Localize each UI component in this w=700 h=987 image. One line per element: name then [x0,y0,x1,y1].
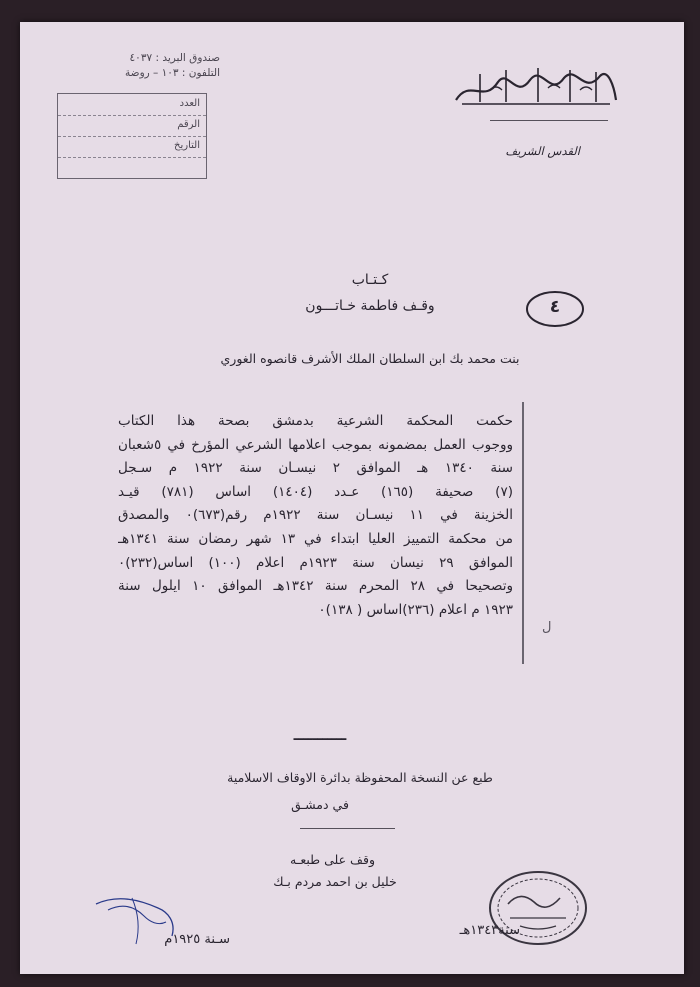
endowment-name: وقـف فاطمة خـاتـــون [305,298,435,314]
margin-mark: ﻝ [542,620,552,635]
council-logo [450,60,620,114]
body-line: ووجوب العمل بمضمونه بموجب اعلامها الشرعي المؤرخ في ٥شعبان [118,436,513,453]
printed-from-line: طبع عن النسخة المحفوظة بدائرة الاوقاف الاسلامية [227,770,493,785]
field-blank [58,157,206,178]
field-date [58,136,206,158]
book-title: كـتـاب [351,272,389,288]
body-line: (٧) صحيفة (١٦٥) عـدد (١٤٠٤) اساس (٧٨١) قيـد [118,483,513,500]
body-line: وتصحيحا في ٢٨ المحرم سنة ١٣٤٢هـ الموافق ١٠ ايلول سنة [118,578,513,595]
lineage-line: بنت محمد بك ابن السلطان الملك الأشرف قانصوه الغوري [220,351,520,366]
hijri-year: سنة١٣٤٣هـ [459,923,520,938]
city-label: القدس الشريف [505,144,580,158]
separator: ـــــــــــ [293,728,347,744]
gregorian-year: سـنة ١٩٢٥م [164,932,230,947]
endowed-print-line: وقف على طبعـه [289,852,376,867]
margin-number: ٤ [549,297,561,317]
field-label: العدد [179,98,200,109]
phone-number: التلفون : ١٠٣ – روضة [125,67,220,79]
field-number [58,94,206,116]
section-divider [300,828,395,829]
logo-underline [490,120,608,121]
body-line: حكمت المحكمة الشرعية بدمشق بصحة هذا الكتاب [118,413,513,429]
endowed-by-name: خليل بن احمد مردم بـك [273,874,397,889]
field-reference [58,115,206,137]
body-line: من محكمة التمييز العليا ابتداء في ١٣ شهر رمضان سنة ١٣٤١هـ [118,530,513,547]
margin-line [522,402,524,664]
reference-box [57,93,207,179]
body-paragraph [118,410,513,622]
field-label: التاريخ [174,140,200,151]
field-label: الرقم [177,119,200,130]
body-line: ١٩٢٣ م اعلام (٢٣٦)اساس ( ١٣٨)٠ [318,601,513,618]
body-line: سنة ١٣٤٠ هـ الموافق ٢ نيسـان سنة ١٩٢٢ م سـجل [118,460,513,477]
body-line: الخزينة في ١١ نيسـان سنة ١٩٢٢م رقم(٦٧٣)٠ والمصدق [118,507,513,524]
body-line: الموافق ٢٩ نيسان سنة ١٩٢٣م اعلام (١٠٠) اساس(٢٣٢)٠ [118,554,513,571]
printed-from-city: في دمشـق [291,797,349,812]
po-box: صندوق البريد : ٤٠٣٧ [129,52,220,64]
